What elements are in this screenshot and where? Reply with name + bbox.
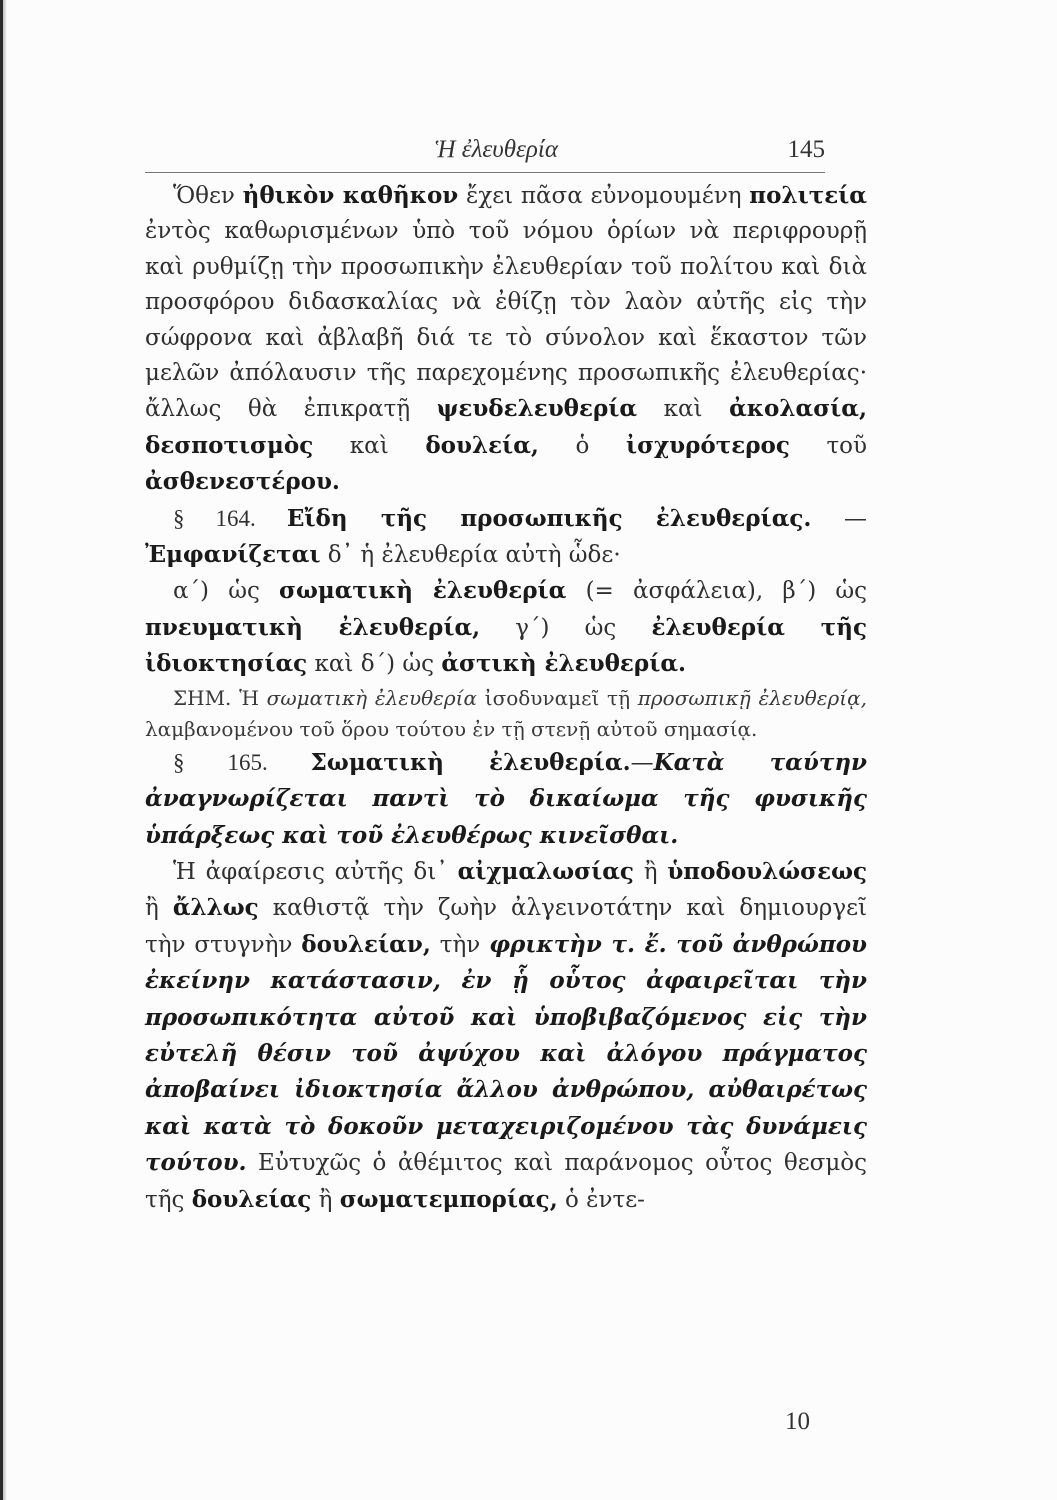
bold-italic-statement: φρικτὴν τ. ἔ. τοῦ ἀνθρώπου ἐκείνην κατάστασιν, ἐν ᾗ οὗτος ἀφαιρεῖται τὴν προσωπικότητα αὐτοῦ καὶ ὑποβιβαζόμενος εἰς τὴν εὐτελῆ θέσιν τοῦ ἀψύχου καὶ ἀλόγου πράγματος ἀποβαίνει ἰδιοκτησία ἄλλου ἀνθρώπου, αὐθαιρέτως καὶ κατὰ τὸ δοκοῦν μεταχειριζομένου τὰς δυνάμεις τούτου.	[145, 930, 867, 1177]
bold-term: ἠθικὸν καθῆκον	[242, 182, 459, 209]
bold-term: σωματικὴ ἐλευθερία	[279, 577, 567, 605]
text-run: —	[630, 749, 654, 776]
paragraph-1	[145, 178, 867, 501]
text-run: δ᾽ ἡ ἐλευθερία αὐτὴ ὧδε·	[320, 542, 621, 569]
text-run: τὴν	[430, 931, 490, 958]
signature-mark: 10	[785, 1408, 810, 1435]
section-165-heading	[145, 745, 867, 854]
bold-term: ἀκολασία, δεσποτισμὸς	[145, 395, 868, 459]
bold-italic-statement: Κατὰ ταύτην ἀναγνωρίζεται παντὶ τὸ δικαίωμα τῆς φυσικῆς ὑπάρξεως καὶ τοῦ ἐλευθέρως κινεῖσθαι.	[145, 748, 868, 849]
text-run: (= ἀσφάλεια), β´) ὡς	[566, 578, 867, 605]
text-run: λαμβανομένου τοῦ ὅρου τούτου ἐν τῇ στενῇ αὐτοῦ σημασίᾳ.	[145, 716, 758, 741]
text-run: Ὅθεν	[173, 183, 243, 209]
text-run: —	[811, 505, 868, 532]
note-paragraph	[145, 683, 867, 745]
bold-term: πολιτεία	[749, 182, 867, 209]
running-title: Ἡ ἐλευθερία	[435, 136, 558, 163]
text-run: ὁ ἐντε-	[557, 1186, 645, 1213]
text-run: ὁ	[538, 432, 626, 459]
bold-term: δουλείας	[191, 1185, 312, 1213]
section-title: Σωματικὴ ἐλευθερία.	[310, 748, 631, 776]
bold-term: δουλεία,	[425, 431, 539, 459]
text-run: καὶ	[313, 432, 426, 459]
header-rule	[145, 172, 825, 173]
text-run: Ἡ ἀφαίρεσις αὐτῆς δι᾽	[173, 858, 458, 885]
page-number: 145	[787, 136, 825, 163]
text-run: καθιστᾷ τὴν ζωὴν ἀλγεινοτάτην καὶ δημιουργεῖ τὴν στυγνὴν	[145, 895, 867, 958]
paragraph-enumeration	[145, 573, 867, 682]
text-run: καὶ	[637, 396, 730, 423]
text-run: ἢ	[633, 858, 668, 885]
bold-term: ἐλευθερία τῆς ἰδιοκτησίας	[145, 613, 867, 678]
text-run: ἢ	[311, 1186, 340, 1213]
text-run: γ´) ὡς	[480, 614, 652, 641]
page-spine-shadow	[3, 0, 7, 1500]
bold-term: ὑποδουλώσεως	[667, 857, 867, 885]
bold-term: αἰχμαλωσίας	[457, 857, 634, 885]
text-run: ἐντὸς καθωρισμένων ὑπὸ τοῦ νόμου ὁρίων νὰ περιφρουρῇ καὶ ρυθμίζῃ τὴν προσωπικὴν ἐλευθερίαν τοῦ πολίτου καὶ διὰ προσφόρου διδασκαλίας νὰ ἐθίζῃ τὸν λαὸν αὐτῆς εἰς τὴν σώφρονα καὶ ἀβλαβῆ διά τε τὸ σύνολον καὶ ἕκαστον τῶν μελῶν ἀπόλαυσιν τῆς παρεχομένης προσωπικῆς ἐλευθερίας· ἄλλως θὰ ἐπικρατῇ	[145, 218, 867, 423]
italic-term: προσωπικῇ ἐλευθερίᾳ,	[637, 685, 868, 710]
italic-term: σωματικὴ ἐλευθερία	[266, 685, 478, 710]
bold-term: ψευδελευθερία	[436, 395, 638, 423]
text-run: τοῦ	[789, 432, 867, 459]
text-run: α´) ὡς	[173, 578, 280, 605]
body-text	[145, 178, 867, 1218]
section-number: § 164.	[173, 505, 287, 531]
bold-term: ἄλλως	[172, 894, 259, 922]
bold-term: ἀσθενεστέρου.	[145, 468, 340, 496]
section-164-heading	[145, 501, 867, 574]
text-run: ἰσοδυναμεῖ τῇ	[477, 685, 638, 710]
text-run: ΣΗΜ. Ἡ	[173, 685, 267, 710]
section-number: § 165.	[173, 749, 311, 775]
bold-term: δουλείαν,	[301, 930, 431, 958]
bold-term: ἰσχυρότερος	[625, 431, 790, 459]
bold-term: πνευματικὴ ἐλευθερία,	[145, 613, 481, 641]
page-header	[145, 130, 825, 174]
text-run: ἢ	[145, 895, 173, 922]
paragraph-slavery	[145, 854, 867, 1218]
bold-term: ἀστικὴ ἐλευθερία.	[441, 650, 687, 678]
text-run: ἔχει πᾶσα εὐνομουμένη	[458, 183, 750, 209]
text-run: καὶ δ´) ὡς	[307, 651, 442, 678]
bold-term: Ἐμφανίζεται	[145, 541, 321, 569]
section-title: Εἴδη τῆς προσωπικῆς ἐλευθερίας.	[286, 504, 812, 532]
text-run: Εὐτυχῶς ὁ ἀθέμιτος καὶ παράνομος οὗτος θεσμὸς τῆς	[145, 1150, 867, 1213]
bold-term: σωματεμπορίας,	[339, 1185, 558, 1213]
